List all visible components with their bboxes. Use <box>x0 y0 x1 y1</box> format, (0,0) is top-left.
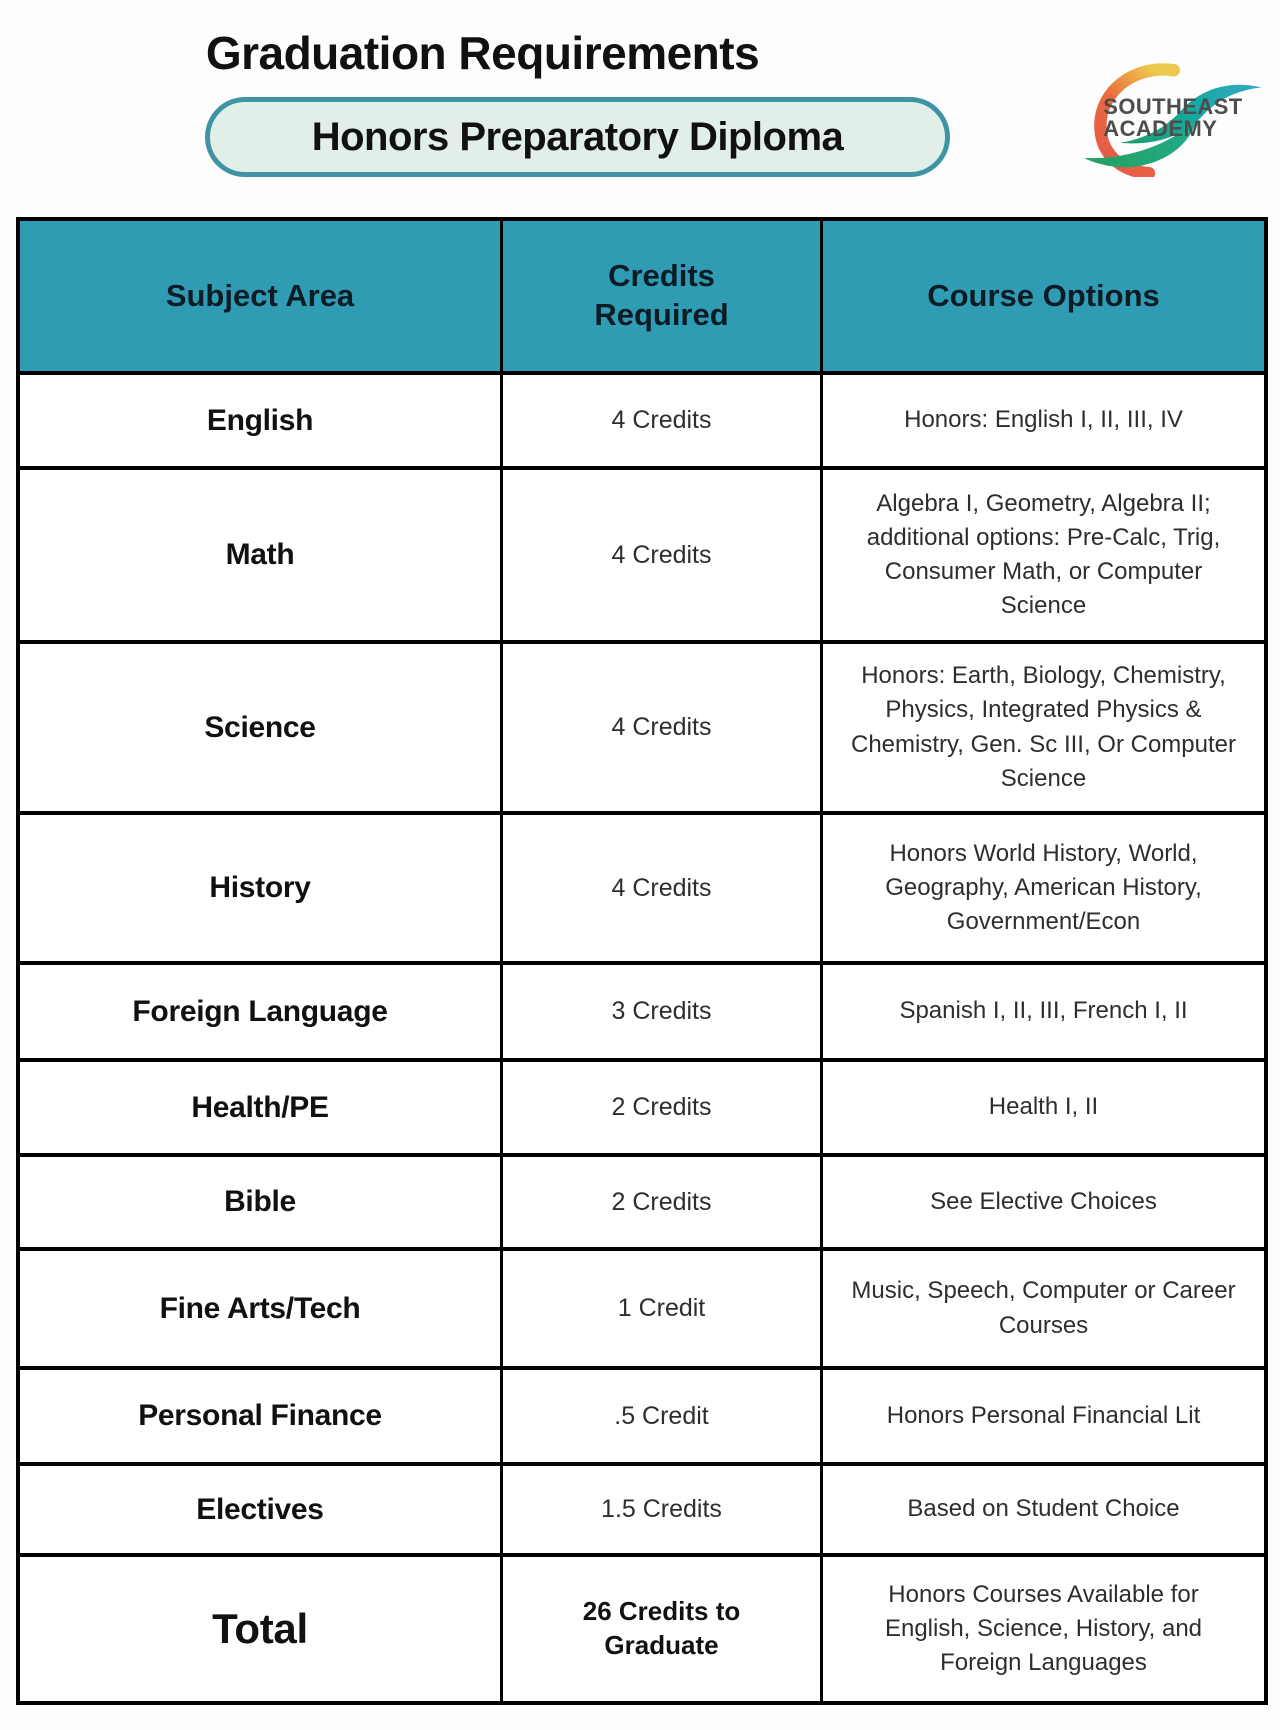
table-row-science <box>20 640 1264 811</box>
page-title: Graduation Requirements <box>205 27 760 79</box>
school-logo <box>1072 55 1268 177</box>
credits-cell: 4 Credits <box>500 644 820 811</box>
credits-cell: .5 Credit <box>500 1370 820 1462</box>
subject-cell: Science <box>204 710 316 744</box>
options-cell: Honors: Earth, Biology, Chemistry, Physics, Integrated Physics & Chemistry, Gen. Sc III, Or Computer Science <box>820 644 1264 811</box>
table-row-math <box>20 466 1264 640</box>
options-cell: Honors Courses Available for English, Science, History, and Foreign Languages <box>820 1557 1264 1701</box>
table-row-english <box>20 371 1264 466</box>
subject-cell: Personal Finance <box>138 1399 382 1432</box>
header-course-options: Course Options <box>820 221 1264 371</box>
table-row-personal-finance <box>20 1366 1264 1462</box>
credits-cell: 4 Credits <box>500 375 820 466</box>
subject-cell: Bible <box>224 1185 296 1218</box>
table-row-total <box>20 1553 1264 1701</box>
options-cell: Spanish I, II, III, French I, II <box>820 965 1264 1058</box>
table-row-electives <box>20 1462 1264 1553</box>
logo-text-line2: ACADEMY <box>1103 116 1218 142</box>
options-cell: Health I, II <box>820 1062 1264 1153</box>
options-cell: Algebra I, Geometry, Algebra II; additional options: Pre-Calc, Trig, Consumer Math, or Computer Science <box>820 470 1264 640</box>
options-cell: Based on Student Choice <box>820 1466 1264 1553</box>
credits-cell: 2 Credits <box>500 1157 820 1247</box>
options-cell: Honors Personal Financial Lit <box>820 1370 1264 1462</box>
credits-cell: 2 Credits <box>500 1062 820 1153</box>
swoosh-logo-icon <box>1072 55 1268 177</box>
credits-cell: 1.5 Credits <box>500 1466 820 1553</box>
subject-cell: Fine Arts/Tech <box>159 1291 361 1325</box>
header-credits-required: Credits Required <box>500 221 820 371</box>
subject-cell: Health/PE <box>191 1090 329 1124</box>
subject-cell: Electives <box>196 1492 324 1526</box>
logo-text-line1: SOUTHEAST <box>1103 94 1243 120</box>
subject-cell: Total <box>212 1605 308 1652</box>
subject-cell: History <box>209 871 311 904</box>
subject-cell: Math <box>225 538 295 571</box>
table-row-health-pe <box>20 1058 1264 1153</box>
credits-cell: 26 Credits to Graduate <box>500 1557 820 1701</box>
options-cell: Honors World History, World, Geography, American History, Government/Econ <box>820 815 1264 961</box>
subject-cell: Foreign Language <box>132 994 388 1028</box>
table-row-history <box>20 811 1264 961</box>
table-row-fine-arts-tech <box>20 1247 1264 1366</box>
table-header-row <box>20 221 1264 371</box>
options-cell: See Elective Choices <box>820 1157 1264 1247</box>
diploma-badge-label: Honors Preparatory Diploma <box>311 114 844 159</box>
header-subject-area: Subject Area <box>165 277 355 313</box>
credits-cell: 4 Credits <box>500 815 820 961</box>
table-row-foreign-language <box>20 961 1264 1058</box>
subject-cell: English <box>206 403 314 437</box>
credits-cell: 4 Credits <box>500 470 820 640</box>
diploma-badge <box>205 97 950 177</box>
table-row-bible <box>20 1153 1264 1247</box>
credits-cell: 1 Credit <box>500 1251 820 1366</box>
requirements-table <box>16 217 1268 1705</box>
options-cell: Music, Speech, Computer or Career Courses <box>820 1251 1264 1366</box>
options-cell: Honors: English I, II, III, IV <box>820 375 1264 466</box>
credits-cell: 3 Credits <box>500 965 820 1058</box>
